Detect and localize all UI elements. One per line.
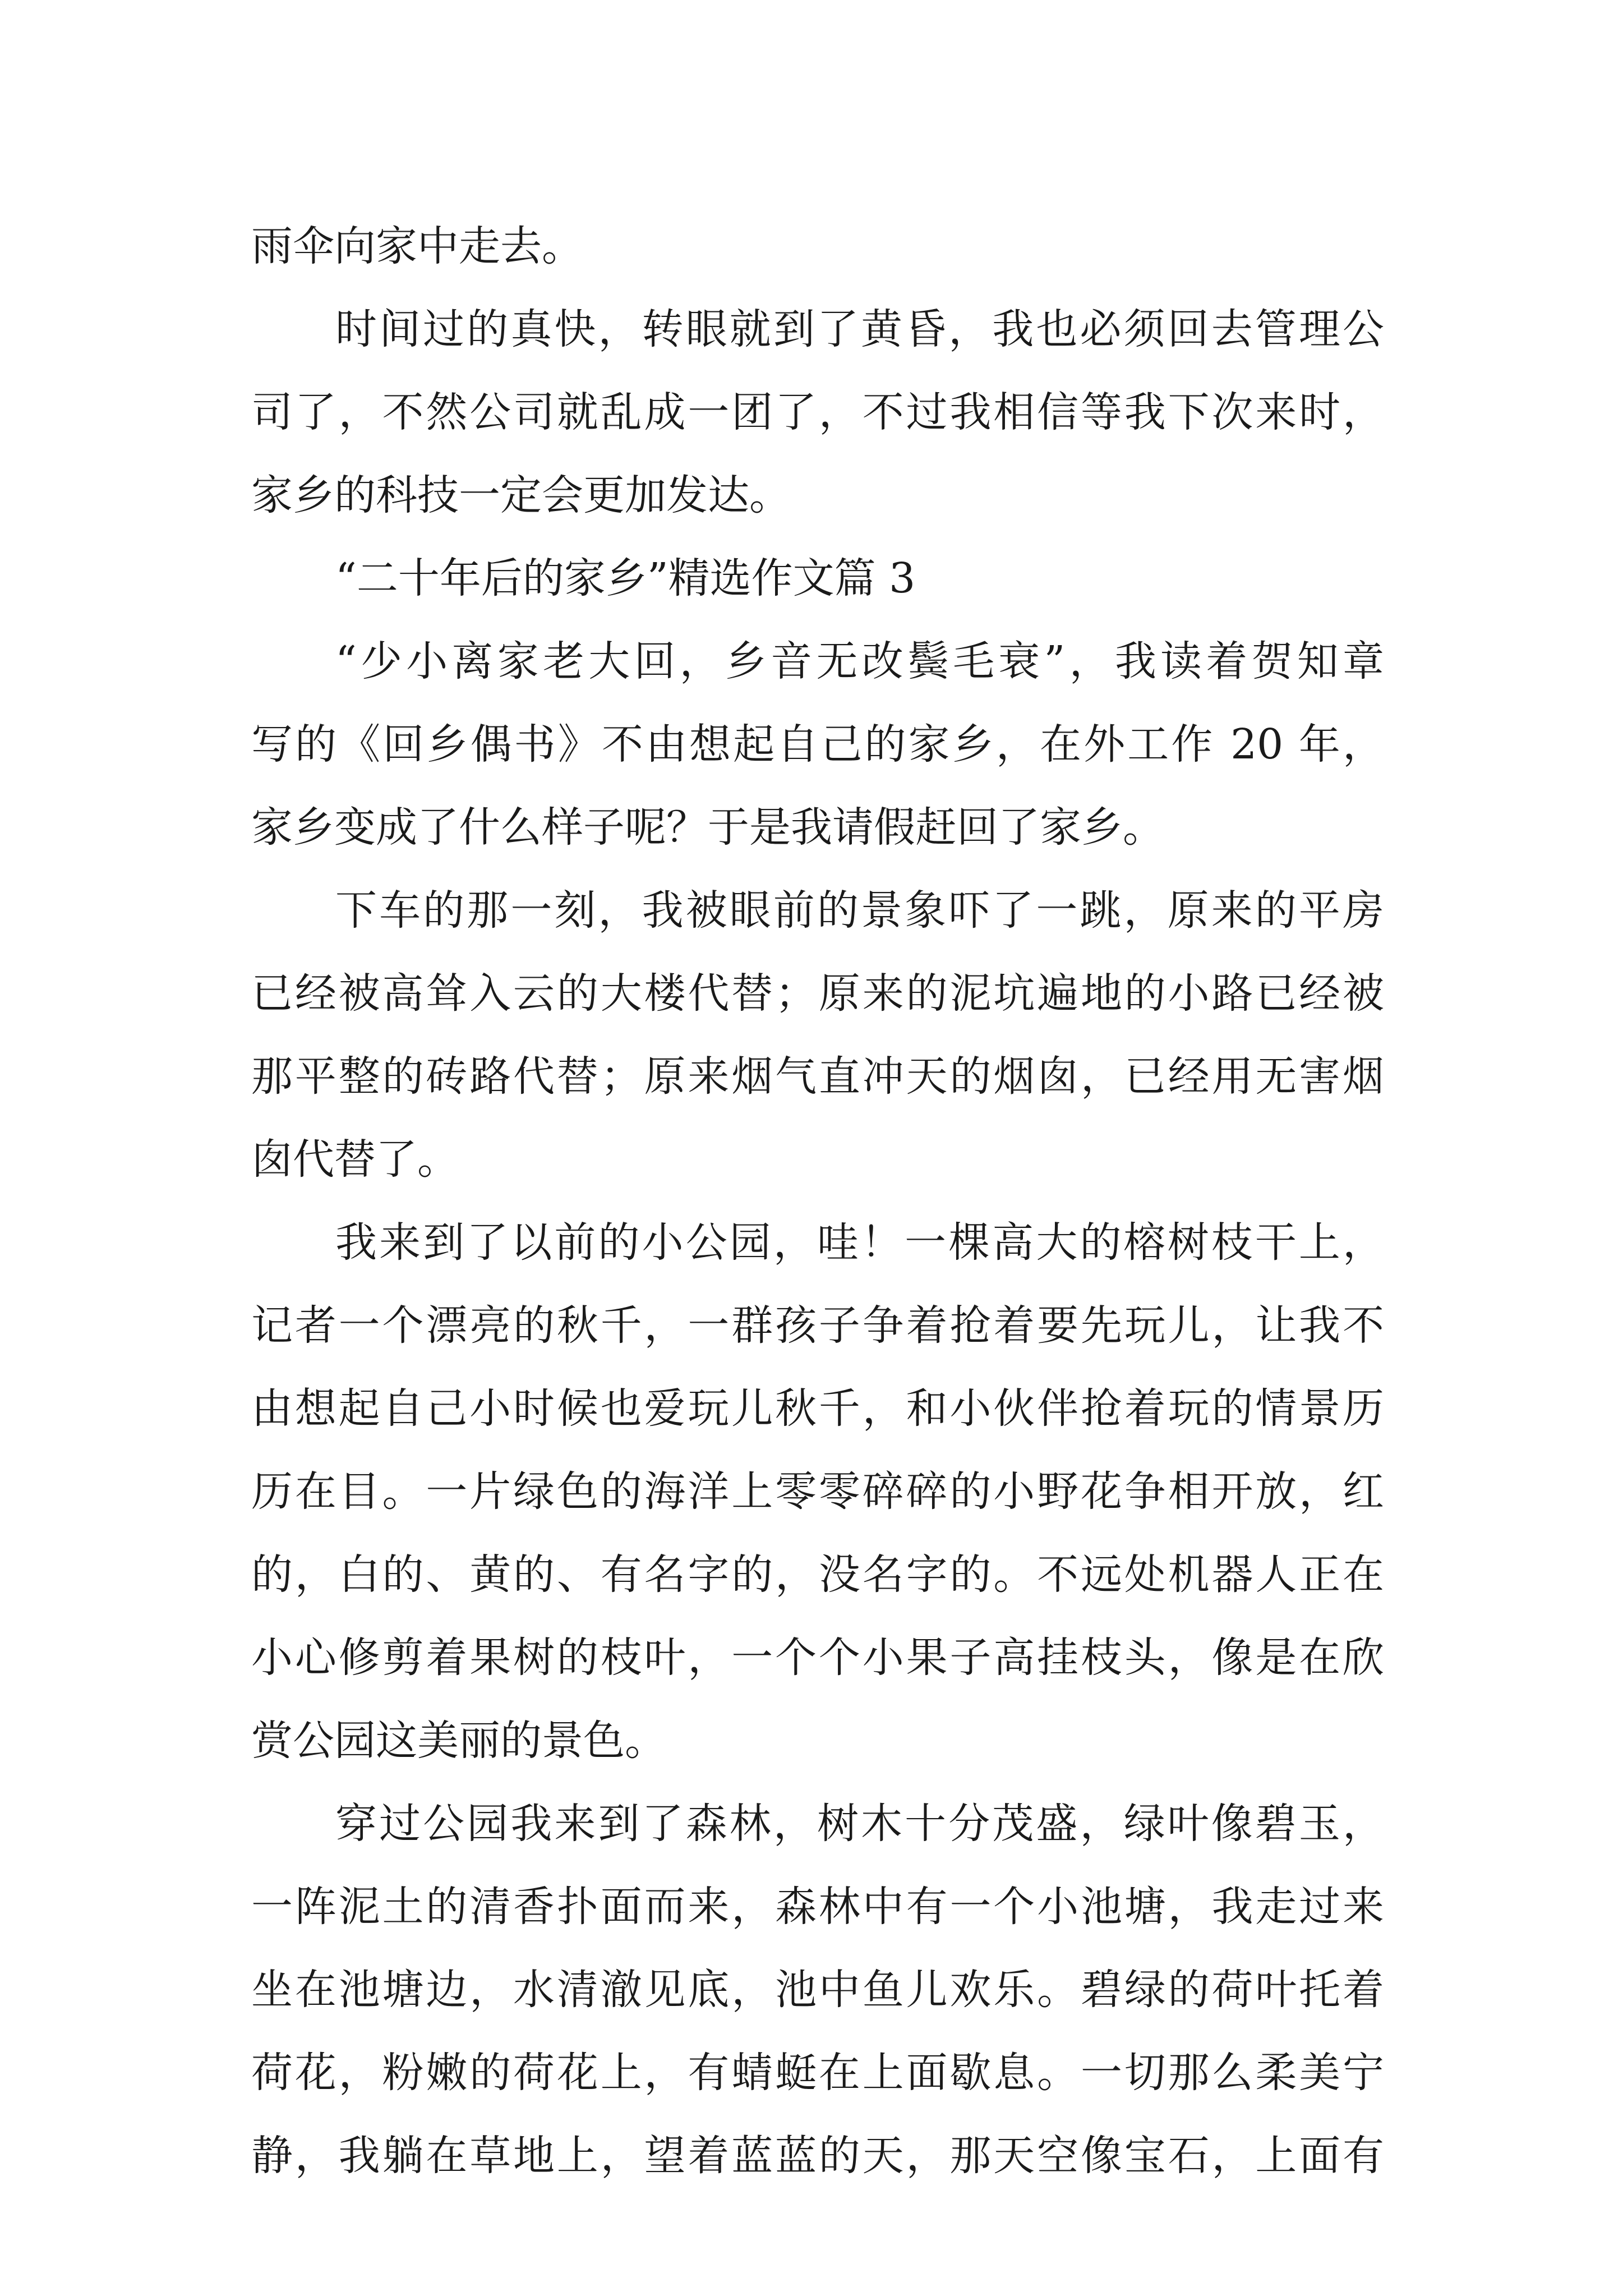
text-line: “二十年后的家乡”精选作文篇 3	[335, 554, 916, 602]
text-line: 荷花，粉嫩的荷花上，有蜻蜓在上面歇息。一切那么柔美宁	[251, 2049, 1384, 2097]
text-line: 司了，不然公司就乱成一团了，不过我相信等我下次来时，	[251, 388, 1384, 436]
text-line: 记者一个漂亮的秋千，一群孩子争着抢着要先玩儿，让我不	[251, 1301, 1384, 1350]
text-line: 赏公园这美丽的景色。	[251, 1717, 666, 1765]
text-line: 雨伞向家中走去。	[251, 222, 583, 270]
text-line: 我来到了以前的小公园，哇！一棵高大的榕树枝干上，	[335, 1218, 1384, 1267]
text-line: 那平整的砖路代替；原来烟气直冲天的烟囱，已经用无害烟	[251, 1052, 1384, 1101]
text-line: 一阵泥土的清香扑面而来，森林中有一个小池塘，我走过来	[251, 1883, 1384, 1931]
text-line: 穿过公园我来到了森林，树木十分茂盛，绿叶像碧玉，	[335, 1800, 1384, 1848]
section-heading	[251, 537, 1384, 620]
paragraph	[251, 869, 1384, 1201]
text-line: 由想起自己小时候也爱玩儿秋千，和小伙伴抢着玩的情景历	[251, 1384, 1384, 1433]
text-line: 时间过的真快，转眼就到了黄昏，我也必须回去管理公	[335, 305, 1384, 353]
paragraph	[251, 288, 1384, 537]
text-line: 历在目。一片绿色的海洋上零零碎碎的小野花争相开放，红	[251, 1467, 1384, 1516]
text-line: 静，我躺在草地上，望着蓝蓝的天，那天空像宝石，上面有	[251, 2132, 1384, 2180]
text-line: 家乡变成了什么样子呢？于是我请假赶回了家乡。	[251, 803, 1164, 852]
text-line: 已经被高耸入云的大楼代替；原来的泥坑遍地的小路已经被	[251, 969, 1384, 1018]
text-line: 家乡的科技一定会更加发达。	[251, 471, 791, 519]
text-line: 的，白的、黄的、有名字的，没名字的。不远处机器人正在	[251, 1550, 1384, 1599]
text-line: 坐在池塘边，水清澈见底，池中鱼儿欢乐。碧绿的荷叶托着	[251, 1966, 1384, 2014]
text-line: 囱代替了。	[251, 1135, 459, 1184]
text-line: “少小离家老大回，乡音无改鬓毛衰”，我读着贺知章	[335, 637, 1384, 685]
paragraph	[251, 1782, 1384, 2197]
paragraph	[251, 205, 1384, 288]
essay-body	[251, 205, 1384, 2197]
paragraph	[251, 1201, 1384, 1782]
text-line: 写的《回乡偶书》不由想起自己的家乡，在外工作 20 年，	[251, 720, 1384, 769]
text-line: 小心修剪着果树的枝叶，一个个小果子高挂枝头，像是在欣	[251, 1634, 1384, 1682]
text-line: 下车的那一刻，我被眼前的景象吓了一跳，原来的平房	[335, 886, 1384, 935]
paragraph	[251, 620, 1384, 869]
